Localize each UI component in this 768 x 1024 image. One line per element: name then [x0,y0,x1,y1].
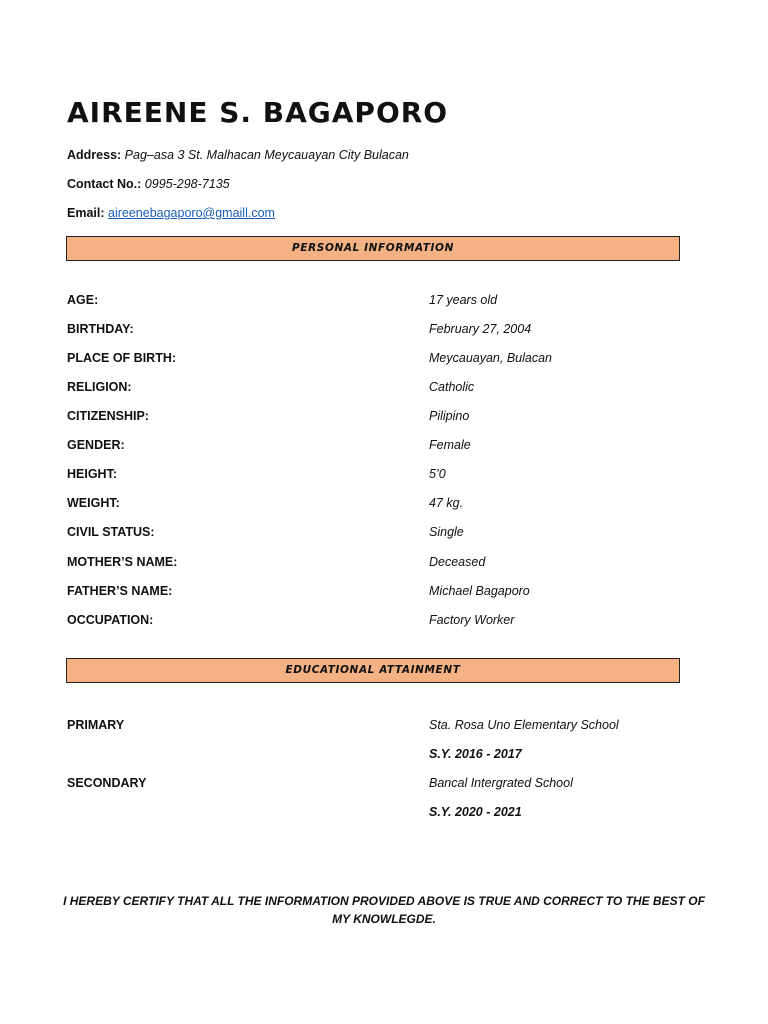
civil-status-label: CIVIL STATUS: [67,525,155,539]
birthday-label: BIRTHDAY: [67,322,134,336]
contact-line [67,177,230,191]
mothers-name-label: MOTHER’S NAME: [67,555,178,569]
educational-attainment-heading: EDUCATIONAL ATTAINMENT [66,658,680,683]
place-of-birth-value: Meycauayan, Bulacan [429,351,552,365]
email-link[interactable]: aireenebagaporo@gmaill.com [108,206,275,220]
fathers-name-label: FATHER’S NAME: [67,584,173,598]
primary-label: PRIMARY [67,718,125,732]
certification-statement: I HEREBY CERTIFY THAT ALL THE INFORMATION PROVIDED ABOVE IS TRUE AND CORRECT TO THE BEST OF MY KNOWLEGDE. [63,894,705,926]
primary-school: Sta. Rosa Uno Elementary School [429,718,619,732]
religion-label: RELIGION: [67,380,132,394]
height-label: HEIGHT: [67,467,117,481]
secondary-school-year: S.Y. 2020 - 2021 [429,805,522,819]
email-label: Email: [67,206,105,220]
age-label: AGE: [67,293,99,307]
age-value: 17 years old [429,293,498,307]
occupation-label: OCCUPATION: [67,613,154,627]
religion-value: Catholic [429,380,475,394]
gender-value: Female [429,438,471,452]
place-of-birth-label: PLACE OF BIRTH: [67,351,177,365]
weight-label: WEIGHT: [67,496,120,510]
birthday-value: February 27, 2004 [429,322,532,336]
citizenship-label: CITIZENSHIP: [67,409,149,423]
height-value: 5’0 [429,467,446,481]
secondary-label: SECONDARY [67,776,147,790]
address-value: Pag–asa 3 St. Malhacan Meycauayan City Bulacan [124,148,409,162]
secondary-school: Bancal Intergrated School [429,776,573,790]
email-line [67,206,275,220]
primary-school-year: S.Y. 2016 - 2017 [429,747,522,761]
citizenship-value: Pilipino [429,409,470,423]
applicant-name: AIREENE S. BAGAPORO [67,96,449,129]
occupation-value: Factory Worker [429,613,515,627]
mothers-name-value: Deceased [429,555,486,569]
fathers-name-value: Michael Bagaporo [429,584,530,598]
personal-information-heading: PERSONAL INFORMATION [66,236,680,261]
weight-value: 47 kg. [429,496,464,510]
gender-label: GENDER: [67,438,125,452]
civil-status-value: Single [429,525,464,539]
contact-label: Contact No.: [67,177,142,191]
address-line [67,148,409,162]
contact-value: 0995-298-7135 [144,177,230,191]
address-label: Address: [67,148,122,162]
